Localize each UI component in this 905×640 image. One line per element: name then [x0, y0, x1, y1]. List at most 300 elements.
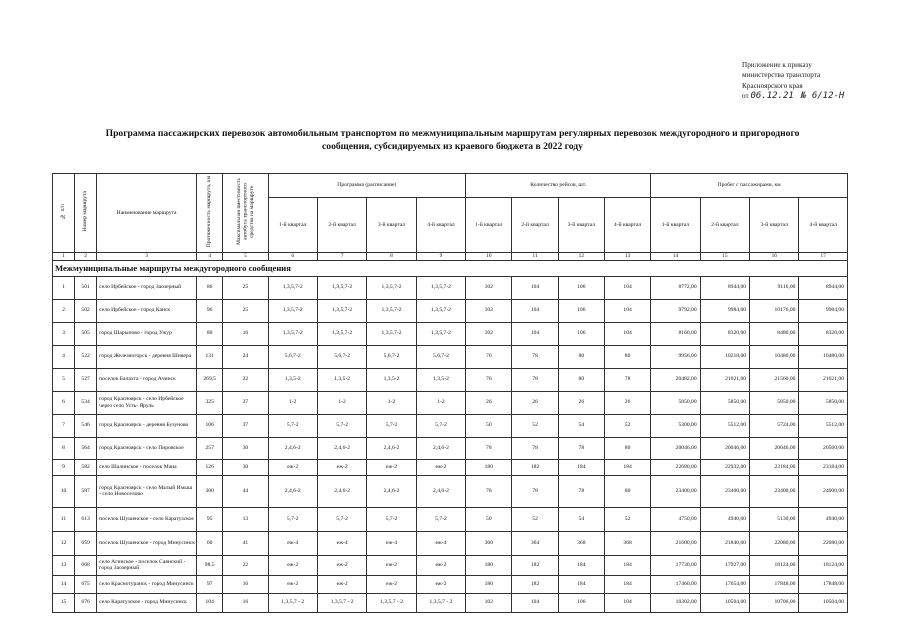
cell-schedule-q1: еж-2	[268, 575, 317, 593]
cell-max-seats: 41	[223, 531, 268, 555]
cell-schedule-q4: 5,7-2	[416, 414, 465, 437]
table-row	[53, 437, 848, 459]
column-number: 16	[750, 253, 799, 261]
cell-mileage-q4: 10480,00	[799, 345, 848, 368]
cell-schedule-q3: 1,3,5,7-2	[367, 276, 416, 299]
cell-trips-q3: 80	[558, 345, 604, 368]
cell-number: 10	[53, 475, 75, 507]
cell-schedule-q3: 1,3,5-2	[367, 368, 416, 391]
appendix-line-4	[742, 91, 892, 101]
cell-mileage-q4: 5512,00	[799, 414, 848, 437]
cell-mileage-q4: 4940,00	[799, 507, 848, 531]
cell-max-seats: 16	[223, 575, 268, 593]
cell-mileage-q3: 18124,00	[750, 555, 799, 575]
cell-mileage-q1: 9792,00	[651, 299, 700, 322]
cell-schedule-q1: еж-4	[268, 531, 317, 555]
column-number: 15	[700, 253, 749, 261]
cell-schedule-q2: 1,3,5,7-2	[317, 322, 366, 345]
appendix-line-3: Красноярского края	[742, 81, 803, 90]
cell-mileage-q2: 17927,00	[700, 555, 749, 575]
cell-trips-q4: 80	[604, 345, 650, 368]
cell-length: 86	[197, 276, 223, 299]
cell-mileage-q3: 23400,00	[750, 475, 799, 507]
column-number: 2	[75, 253, 97, 261]
cell-schedule-q4: 1,3,5,7-2	[416, 276, 465, 299]
cell-trips-q1: 102	[466, 593, 512, 612]
cell-mileage-q4: 24000,00	[799, 475, 848, 507]
cell-schedule-q3: 2,4,6-2	[367, 437, 416, 459]
cell-trips-q4: 80	[604, 437, 650, 459]
cell-schedule-q4: 1,3,5,7-2	[416, 322, 465, 345]
cell-length: 98,5	[197, 555, 223, 575]
cell-mileage-q2: 10504,00	[700, 593, 749, 612]
cell-mileage-q3: 21560,00	[750, 368, 799, 391]
cell-mileage-q3: 5724,00	[750, 414, 799, 437]
cell-trips-q3: 54	[558, 507, 604, 531]
cell-route-number: 546	[75, 414, 97, 437]
routes-table	[52, 173, 848, 613]
cell-route-name: город Красноярск - деревня Бузуново	[97, 414, 197, 437]
cell-mileage-q4: 20560,00	[799, 437, 848, 459]
cell-schedule-q2: 5,7-2	[317, 414, 366, 437]
cell-mileage-q1: 9956,00	[651, 345, 700, 368]
cell-schedule-q1: 1,3,5,7-2	[268, 299, 317, 322]
table-row	[53, 299, 848, 322]
cell-schedule-q3: 1,3,5,7 - 2	[367, 593, 416, 612]
cell-route-number: 587	[75, 475, 97, 507]
cell-length: 269,5	[197, 368, 223, 391]
cell-trips-q3: 184	[558, 555, 604, 575]
section-row	[53, 260, 848, 276]
cell-schedule-q3: еж-2	[367, 459, 416, 475]
cell-max-seats: 25	[223, 299, 268, 322]
table-row	[53, 575, 848, 593]
header-schedule-q1: 1-й квартал	[268, 198, 317, 253]
cell-mileage-q2: 5512,00	[700, 414, 749, 437]
cell-trips-q1: 50	[466, 507, 512, 531]
column-number: 6	[268, 253, 317, 261]
cell-mileage-q2: 21021,00	[700, 368, 749, 391]
cell-schedule-q2: 2,4,6-2	[317, 475, 366, 507]
cell-schedule-q2: 1,3,5,7 - 2	[317, 593, 366, 612]
cell-trips-q1: 76	[466, 345, 512, 368]
cell-trips-q3: 106	[558, 299, 604, 322]
cell-schedule-q3: еж-2	[367, 575, 416, 593]
cell-length: 325	[197, 391, 223, 414]
cell-trips-q3: 54	[558, 414, 604, 437]
cell-route-name: село Ирбейское - город Заозерный	[97, 276, 197, 299]
routes-table-body	[53, 260, 848, 612]
cell-length: 106	[197, 414, 223, 437]
cell-trips-q1: 26	[466, 391, 512, 414]
cell-trips-q1: 180	[466, 555, 512, 575]
cell-trips-q3: 106	[558, 322, 604, 345]
cell-mileage-q2: 9984,00	[700, 299, 749, 322]
header-trips-q3: 3-й квартал	[558, 198, 604, 253]
column-number: 9	[416, 253, 465, 261]
appendix-block	[742, 60, 892, 102]
cell-trips-q2: 52	[512, 414, 558, 437]
cell-max-seats: 16	[223, 593, 268, 612]
header-route-name: Наименование маршрута	[97, 174, 197, 253]
cell-route-number: 582	[75, 459, 97, 475]
cell-schedule-q3: 2,4,6-2	[367, 475, 416, 507]
cell-schedule-q4: 5,7-2	[416, 507, 465, 531]
cell-route-number: 659	[75, 531, 97, 555]
cell-mileage-q3: 23184,00	[750, 459, 799, 475]
cell-mileage-q4: 22080,00	[799, 531, 848, 555]
column-number: 14	[651, 253, 700, 261]
table-row	[53, 414, 848, 437]
cell-mileage-q2: 20046,00	[700, 437, 749, 459]
cell-trips-q4: 26	[604, 391, 650, 414]
cell-mileage-q1: 23400,00	[651, 475, 700, 507]
cell-max-seats: 37	[223, 391, 268, 414]
table-row	[53, 507, 848, 531]
cell-mileage-q4: 9984,00	[799, 299, 848, 322]
cell-mileage-q4: 23184,00	[799, 459, 848, 475]
cell-trips-q4: 368	[604, 531, 650, 555]
cell-mileage-q1: 5850,00	[651, 391, 700, 414]
cell-trips-q2: 104	[512, 593, 558, 612]
cell-number: 1	[53, 276, 75, 299]
cell-trips-q1: 180	[466, 575, 512, 593]
cell-schedule-q2: 5,7-2	[317, 507, 366, 531]
cell-mileage-q1: 10302,00	[651, 593, 700, 612]
cell-schedule-q2: 1,3,5,7-2	[317, 276, 366, 299]
cell-trips-q3: 106	[558, 276, 604, 299]
cell-length: 131	[197, 345, 223, 368]
header-trips-q4: 4-й квартал	[604, 198, 650, 253]
cell-max-seats: 22	[223, 555, 268, 575]
cell-trips-q1: 78	[466, 437, 512, 459]
header-mileage-q4: 4-й квартал	[799, 198, 848, 253]
header-schedule-q2: 2-й квартал	[317, 198, 366, 253]
cell-mileage-q1: 21600,00	[651, 531, 700, 555]
cell-mileage-q1: 20482,00	[651, 368, 700, 391]
cell-route-number: 668	[75, 555, 97, 575]
cell-length: 80	[197, 322, 223, 345]
cell-schedule-q2: 2,4,6-2	[317, 437, 366, 459]
cell-mileage-q2: 21840,00	[700, 531, 749, 555]
cell-schedule-q2: еж-2	[317, 459, 366, 475]
cell-trips-q3: 26	[558, 391, 604, 414]
cell-schedule-q1: еж-2	[268, 459, 317, 475]
cell-trips-q1: 76	[466, 368, 512, 391]
cell-length: 104	[197, 593, 223, 612]
cell-route-number: 613	[75, 507, 97, 531]
column-number: 3	[97, 253, 197, 261]
cell-trips-q2: 182	[512, 459, 558, 475]
cell-trips-q2: 78	[512, 368, 558, 391]
cell-schedule-q3: еж-2	[367, 555, 416, 575]
cell-max-seats: 22	[223, 368, 268, 391]
cell-schedule-q3: 1-2	[367, 391, 416, 414]
cell-max-seats: 30	[223, 437, 268, 459]
cell-schedule-q2: еж-4	[317, 531, 366, 555]
column-number: 8	[367, 253, 416, 261]
cell-trips-q4: 104	[604, 593, 650, 612]
cell-route-name: город Шарыпово - город Ужур	[97, 322, 197, 345]
cell-schedule-q4: еж-2	[416, 459, 465, 475]
cell-trips-q2: 104	[512, 322, 558, 345]
cell-max-seats: 30	[223, 459, 268, 475]
cell-mileage-q2: 5850,00	[700, 391, 749, 414]
cell-schedule-q1: 2,4,6-2	[268, 437, 317, 459]
cell-schedule-q3: 5,7-2	[367, 414, 416, 437]
cell-trips-q2: 104	[512, 299, 558, 322]
cell-schedule-q1: 1,3,5-2	[268, 368, 317, 391]
header-mileage-q1: 1-й квартал	[651, 198, 700, 253]
cell-trips-q4: 52	[604, 414, 650, 437]
column-number: 11	[512, 253, 558, 261]
header-row-groups	[53, 174, 848, 198]
cell-number: 14	[53, 575, 75, 593]
cell-route-name: город Красноярск - село Малый Имыш - село Новоселово	[97, 475, 197, 507]
cell-trips-q1: 180	[466, 459, 512, 475]
appendix-date-prefix: от	[742, 92, 749, 101]
table-row	[53, 276, 848, 299]
table-row	[53, 322, 848, 345]
section-title: Межмуниципальные маршруты междугородного сообщения	[53, 260, 848, 276]
cell-mileage-q1: 4750,00	[651, 507, 700, 531]
cell-mileage-q1: 8160,00	[651, 322, 700, 345]
cell-schedule-q1: 5,7-2	[268, 507, 317, 531]
cell-mileage-q1: 22680,00	[651, 459, 700, 475]
cell-trips-q1: 102	[466, 299, 512, 322]
cell-trips-q2: 26	[512, 391, 558, 414]
cell-number: 5	[53, 368, 75, 391]
cell-schedule-q1: 2,4,6-2	[268, 475, 317, 507]
cell-mileage-q3: 5850,00	[750, 391, 799, 414]
cell-number: 3	[53, 322, 75, 345]
table-row	[53, 475, 848, 507]
cell-trips-q4: 52	[604, 507, 650, 531]
cell-route-number: 534	[75, 391, 97, 414]
cell-mileage-q2: 8320,00	[700, 322, 749, 345]
cell-mileage-q4: 8320,00	[799, 322, 848, 345]
cell-schedule-q4: 2,4,6-2	[416, 475, 465, 507]
table-row	[53, 459, 848, 475]
header-route-number: Номер маршрута	[75, 174, 97, 253]
cell-trips-q1: 360	[466, 531, 512, 555]
cell-schedule-q2: 1-2	[317, 391, 366, 414]
cell-mileage-q2: 17654,00	[700, 575, 749, 593]
cell-schedule-q4: 1,3,5,7 - 2	[416, 593, 465, 612]
cell-length: 126	[197, 459, 223, 475]
cell-trips-q2: 78	[512, 437, 558, 459]
cell-trips-q1: 78	[466, 475, 512, 507]
appendix-date: 06.12.21	[750, 91, 794, 102]
cell-length: 96	[197, 299, 223, 322]
cell-number: 6	[53, 391, 75, 414]
cell-schedule-q1: 5,6,7-2	[268, 345, 317, 368]
cell-mileage-q3: 10706,00	[750, 593, 799, 612]
column-number: 13	[604, 253, 650, 261]
cell-length: 60	[197, 531, 223, 555]
cell-mileage-q4: 21021,00	[799, 368, 848, 391]
column-number: 10	[466, 253, 512, 261]
cell-schedule-q1: 5,7-2	[268, 414, 317, 437]
header-length: Протяженность маршрута, км	[197, 174, 223, 253]
cell-route-name: село Ирбейское - город Канск	[97, 299, 197, 322]
cell-route-number: 501	[75, 276, 97, 299]
cell-route-name: село Каратузское - город Минусинск	[97, 593, 197, 612]
cell-length: 95	[197, 507, 223, 531]
header-mileage-q2: 2-й квартал	[700, 198, 749, 253]
cell-mileage-q3: 10176,00	[750, 299, 799, 322]
cell-schedule-q3: 5,6,7-2	[367, 345, 416, 368]
cell-mileage-q1: 5300,00	[651, 414, 700, 437]
column-number: 7	[317, 253, 366, 261]
cell-schedule-q3: 5,7-2	[367, 507, 416, 531]
cell-trips-q2: 78	[512, 475, 558, 507]
header-trips: Количество рейсов, шт.	[466, 174, 651, 198]
cell-schedule-q3: 1,3,5,7-2	[367, 299, 416, 322]
cell-trips-q4: 80	[604, 475, 650, 507]
cell-route-number: 522	[75, 345, 97, 368]
cell-schedule-q4: 1,3,5,7-2	[416, 299, 465, 322]
cell-schedule-q1: еж-2	[268, 555, 317, 575]
document-title: Программа пассажирских перевозок автомобильным транспортом по межмуниципальным маршрутам регулярных перевозок междугородного и пригородного сообщения, субсидируемых из краевого бюджета в 2022 году	[105, 128, 800, 152]
cell-route-name: село Агинское - поселок Саянский - город Заозерный	[97, 555, 197, 575]
cell-length: 97	[197, 575, 223, 593]
column-number: 17	[799, 253, 848, 261]
cell-schedule-q4: 1-2	[416, 391, 465, 414]
cell-trips-q3: 184	[558, 575, 604, 593]
cell-mileage-q3: 20046,00	[750, 437, 799, 459]
cell-number: 9	[53, 459, 75, 475]
cell-schedule-q1: 1,3,5,7-2	[268, 322, 317, 345]
cell-length: 257	[197, 437, 223, 459]
cell-mileage-q2: 10218,00	[700, 345, 749, 368]
cell-schedule-q4: 1,3,5-2	[416, 368, 465, 391]
cell-max-seats: 44	[223, 475, 268, 507]
cell-trips-q2: 104	[512, 276, 558, 299]
header-num: № п/п	[53, 174, 75, 253]
header-trips-q1: 1-й квартал	[466, 198, 512, 253]
cell-trips-q4: 104	[604, 299, 650, 322]
cell-trips-q4: 78	[604, 368, 650, 391]
cell-length: 300	[197, 475, 223, 507]
cell-mileage-q3: 17848,00	[750, 575, 799, 593]
cell-number: 11	[53, 507, 75, 531]
column-number: 1	[53, 253, 75, 261]
cell-mileage-q1: 17460,00	[651, 575, 700, 593]
cell-mileage-q3: 5130,00	[750, 507, 799, 531]
cell-trips-q3: 80	[558, 368, 604, 391]
cell-trips-q4: 104	[604, 276, 650, 299]
cell-trips-q3: 368	[558, 531, 604, 555]
cell-schedule-q1: 1,3,5,7-2	[268, 276, 317, 299]
cell-trips-q3: 106	[558, 593, 604, 612]
cell-route-name: поселок Шушенское - город Минусинск	[97, 531, 197, 555]
cell-schedule-q4: 5,6,7-2	[416, 345, 465, 368]
table-row	[53, 593, 848, 612]
cell-trips-q2: 182	[512, 555, 558, 575]
cell-schedule-q2: 1,3,5-2	[317, 368, 366, 391]
cell-mileage-q3: 9116,00	[750, 276, 799, 299]
cell-route-number: 676	[75, 593, 97, 612]
header-schedule-q4: 4-й квартал	[416, 198, 465, 253]
cell-route-name: город Железногорск - деревня Шивера	[97, 345, 197, 368]
cell-route-number: 564	[75, 437, 97, 459]
cell-route-name: село Краснотуранск - город Минусинск	[97, 575, 197, 593]
table-row	[53, 368, 848, 391]
cell-trips-q2: 364	[512, 531, 558, 555]
cell-route-number: 502	[75, 299, 97, 322]
cell-route-name: город Красноярск - село Пировское	[97, 437, 197, 459]
cell-number: 7	[53, 414, 75, 437]
cell-schedule-q2: 5,6,7-2	[317, 345, 366, 368]
appendix-line-1: Приложение к приказу	[742, 61, 812, 69]
cell-number: 4	[53, 345, 75, 368]
cell-mileage-q4: 8944,00	[799, 276, 848, 299]
cell-max-seats: 16	[223, 322, 268, 345]
cell-route-number: 527	[75, 368, 97, 391]
header-schedule: Программа (расписание)	[268, 174, 466, 198]
cell-route-name: город Красноярск - село Ирбейское через село Усть- Яруль	[97, 391, 197, 414]
cell-trips-q1: 102	[466, 276, 512, 299]
cell-mileage-q3: 8480,00	[750, 322, 799, 345]
cell-trips-q2: 78	[512, 345, 558, 368]
header-row-column-numbers	[53, 253, 848, 261]
cell-schedule-q3: еж-4	[367, 531, 416, 555]
cell-route-number: 505	[75, 322, 97, 345]
column-number: 12	[558, 253, 604, 261]
cell-schedule-q2: еж-2	[317, 555, 366, 575]
cell-number: 12	[53, 531, 75, 555]
cell-mileage-q2: 23400,00	[700, 475, 749, 507]
cell-number: 15	[53, 593, 75, 612]
cell-mileage-q3: 10480,00	[750, 345, 799, 368]
cell-mileage-q4: 18124,00	[799, 555, 848, 575]
cell-number: 2	[53, 299, 75, 322]
cell-mileage-q1: 20046,00	[651, 437, 700, 459]
cell-trips-q1: 50	[466, 414, 512, 437]
cell-max-seats: 37	[223, 414, 268, 437]
cell-schedule-q2: 1,3,5,7-2	[317, 299, 366, 322]
cell-trips-q3: 78	[558, 475, 604, 507]
table-row	[53, 555, 848, 575]
cell-mileage-q2: 4940,00	[700, 507, 749, 531]
cell-trips-q4: 184	[604, 575, 650, 593]
cell-mileage-q4: 17848,00	[799, 575, 848, 593]
cell-trips-q3: 78	[558, 437, 604, 459]
cell-trips-q2: 182	[512, 575, 558, 593]
table-row	[53, 345, 848, 368]
cell-trips-q1: 102	[466, 322, 512, 345]
header-mileage: Пробег с пассажирами, км	[651, 174, 848, 198]
cell-trips-q4: 104	[604, 322, 650, 345]
cell-mileage-q2: 22932,00	[700, 459, 749, 475]
appendix-line-2: министерства транспорта	[742, 71, 821, 80]
cell-trips-q2: 52	[512, 507, 558, 531]
cell-schedule-q4: еж-2	[416, 555, 465, 575]
cell-schedule-q2: еж-2	[317, 575, 366, 593]
header-mileage-q3: 3-й квартал	[750, 198, 799, 253]
table-row	[53, 531, 848, 555]
column-number: 4	[197, 253, 223, 261]
cell-route-name: поселок Балахта - город Ачинск	[97, 368, 197, 391]
cell-schedule-q3: 1,3,5,7-2	[367, 322, 416, 345]
column-number: 5	[223, 253, 268, 261]
cell-trips-q3: 184	[558, 459, 604, 475]
cell-mileage-q2: 8944,00	[700, 276, 749, 299]
header-max-seats: Максимальная вместимость автобуса транспортного средства на маршруте	[223, 174, 268, 253]
cell-max-seats: 13	[223, 507, 268, 531]
cell-schedule-q4: еж-2	[416, 575, 465, 593]
